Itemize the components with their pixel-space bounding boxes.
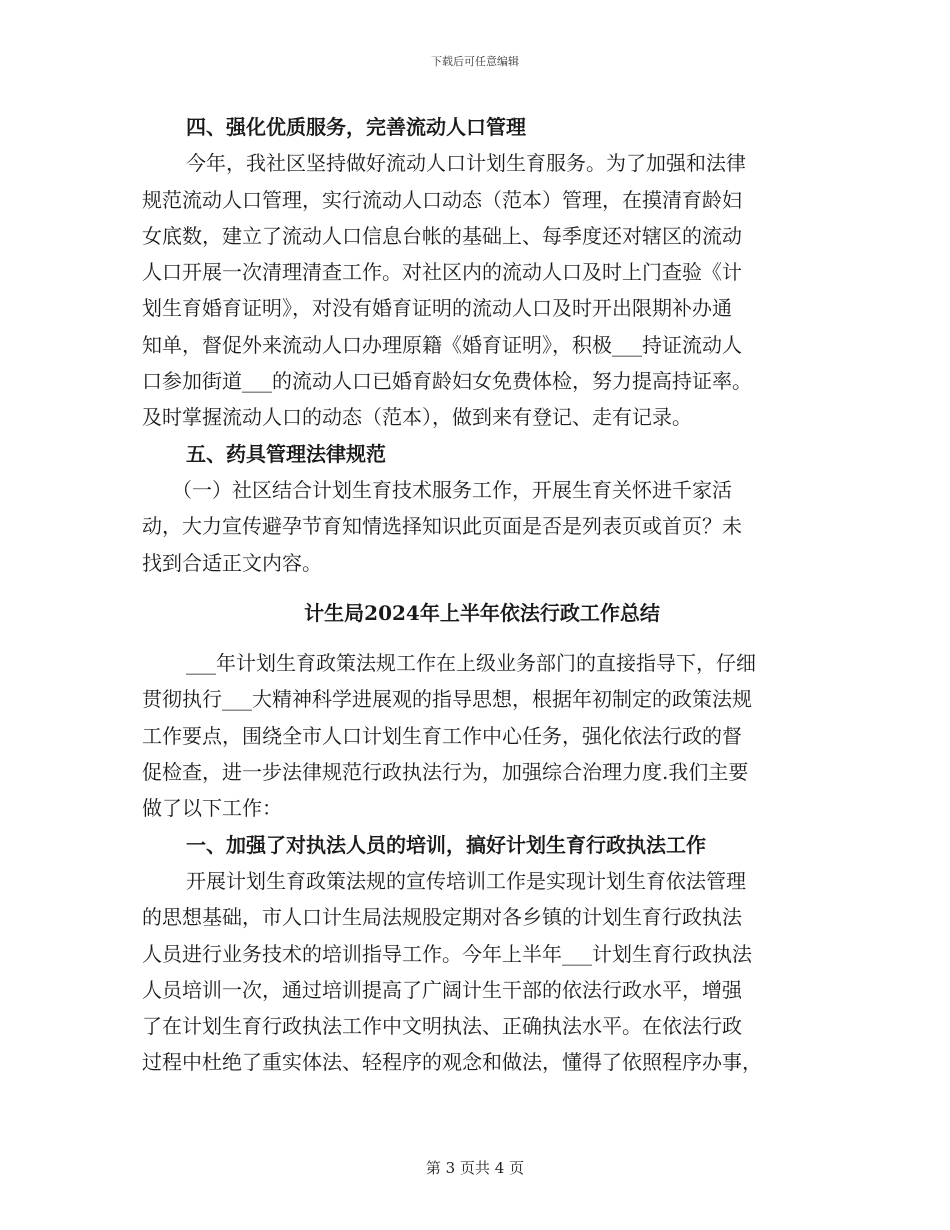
paragraph-line: 女底数，建立了流动人口信息台帐的基础上、每季度还对辖区的流动 [142,223,742,248]
paragraph-line: 开展计划生育政策法规的宣传培训工作是实现计划生育依法管理 [186,868,746,893]
paragraph-line: 找到合适正文内容。 [142,550,322,575]
paragraph-line: 贯彻执行___大精神科学进展观的指导思想，根据年初制定的政策法规 [142,687,752,712]
paragraph-line: 知单，督促外来流动人口办理原籍《婚育证明》，积极___持证流动人 [142,332,742,357]
paragraph-line: 人员进行业务技术的培训指导工作。今年上半年___计划生育行政执法 [142,941,752,966]
paragraph-line: 人口开展一次清理清查工作。对社区内的流动人口及时上门查验《计 [142,260,742,285]
paragraph-line: 动，大力宣传避孕节育知情选择知识此页面是否是列表页或首页？未 [142,514,742,539]
paragraph-line: 的思想基础，市人口计生局法规股定期对各乡镇的计划生育行政执法 [142,905,742,930]
page-number-footer: 第 3 页共 4 页 [425,1159,525,1177]
paragraph-line: 工作要点，围绕全市人口计划生育工作中心任务，强化依法行政的督 [142,723,742,748]
section-gap [142,631,822,645]
paragraph-line: ___年计划生育政策法规工作在上级业务部门的直接指导下，仔细 [186,651,756,676]
document-title: 计生局2024年上半年依法行政工作总结 [304,600,660,625]
paragraph-line: （一）社区结合计划生育技术服务工作，开展生育关怀进千家活 [172,477,732,502]
paragraph-line: 促检查，进一步法律规范行政执法行为，加强综合治理力度.我们主要 [142,760,749,785]
paragraph-line: 过程中杜绝了重实体法、轻程序的观念和做法，懂得了依照程序办事， [142,1050,762,1075]
paragraph-line: 今年，我社区坚持做好流动人口计划生育服务。为了加强和法律 [186,151,746,176]
paragraph-line: 了在计划生育行政执法工作中文明执法、正确执法水平。在依法行政 [142,1014,742,1039]
paragraph-line: 及时掌握流动人口的动态（范本），做到来有登记、走有记录。 [142,405,692,430]
page-header-note: 下载后可任意编辑 [431,55,519,68]
paragraph-line: 做了以下工作： [142,796,282,821]
paragraph-line: 口参加街道___的流动人口已婚育龄妇女免费体检，努力提高持证率。 [142,369,752,394]
paragraph-line: 划生育婚育证明》，对没有婚育证明的流动人口及时开出限期补办通 [142,296,732,321]
paragraph-line: 人员培训一次，通过培训提高了广阔计生干部的依法行政水平，增强 [142,977,742,1002]
document-body [142,109,822,1081]
section-gap [142,581,822,595]
section-4-heading: 四、强化优质服务，完善流动人口管理 [186,115,526,139]
section-5-heading: 五、药具管理法律规范 [186,441,386,466]
paragraph-line: 规范流动人口管理，实行流动人口动态（范本）管理，在摸清育龄妇 [142,187,742,212]
section-1-heading: 一、加强了对执法人员的培训，搞好计划生育行政执法工作 [186,832,706,857]
